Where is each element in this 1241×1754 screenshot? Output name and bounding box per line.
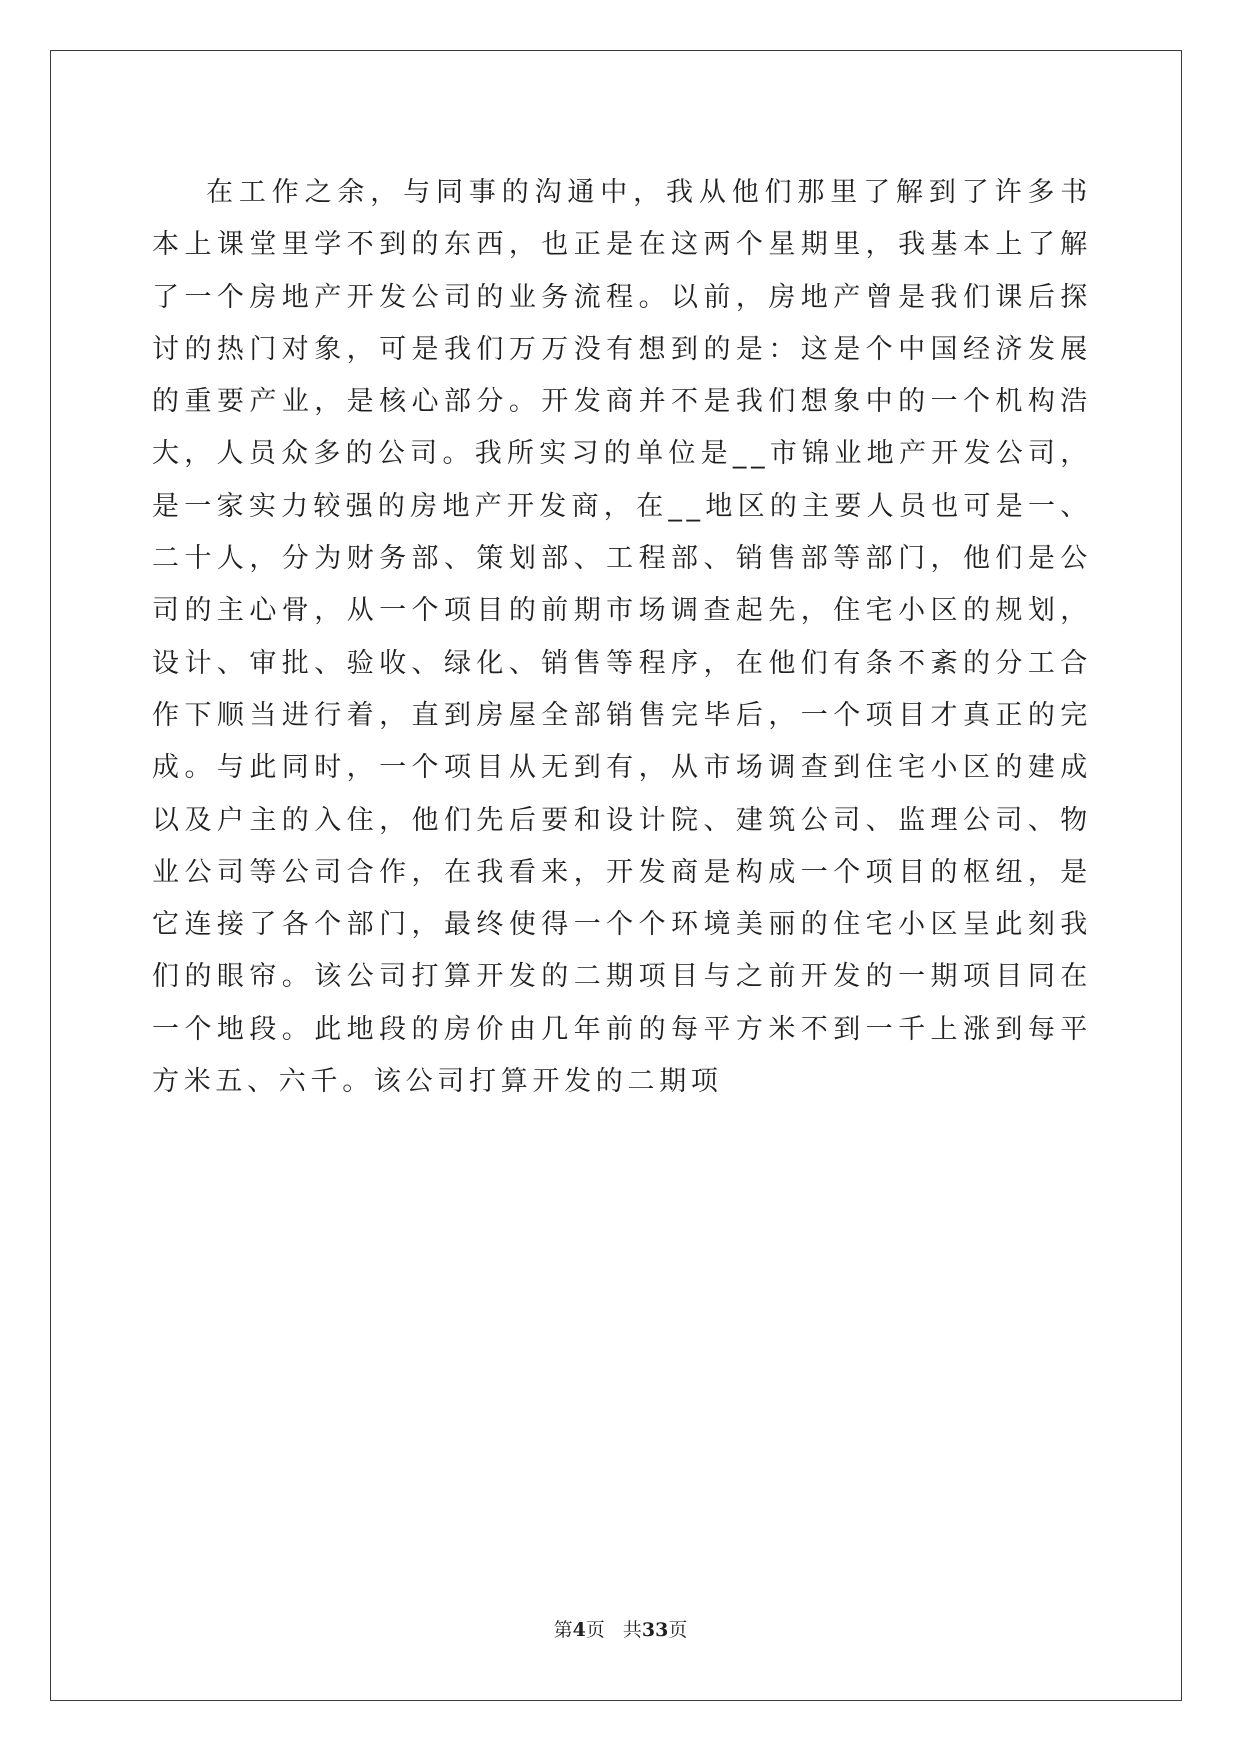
total-prefix: 共 xyxy=(622,1619,642,1641)
total-page-number: 33 xyxy=(641,1619,669,1641)
total-suffix: 页 xyxy=(668,1619,688,1641)
body-paragraph: 在工作之余，与同事的沟通中，我从他们那里了解到了许多书本上课堂里学不到的东西，也正是在这两个星期里，我基本上了解了一个房地产开发公司的业务流程。以前，房地产曾是我们课后探讨的热门对象，可是我们万万没有想到的是：这是个中国经济发展的重要产业，是核心部分。开发商并不是我们想象中的一个机构浩大，人员众多的公司。我所实习的单位是__市锦业地产开发公司，是一家实力较强的房地产开发商，在__地区的主要人员也可是一、二十人，分为财务部、策划部、工程部、销售部等部门，他们是公司的主心骨，从一个项目的前期市场调查起先，住宅小区的规划，设计、审批、验收、绿化、销售等程序，在他们有条不紊的分工合作下顺当进行着，直到房屋全部销售完毕后，一个项目才真正的完成。与此同时，一个项目从无到有，从市场调查到住宅小区的建成以及户主的入住，他们先后要和设计院、建筑公司、监理公司、物业公司等公司合作，在我看来，开发商是构成一个项目的枢纽，是它连接了各个部门，最终使得一个个环境美丽的住宅小区呈此刻我们的眼帘。该公司打算开发的二期项目与之前开发的一期项目同在一个地段。此地段的房价由几年前的每平方米不到一千上涨到每平方米五、六千。该公司打算开发的二期项 xyxy=(152,177,1092,1098)
page-footer xyxy=(0,1617,1241,1643)
page-suffix: 页 xyxy=(585,1619,605,1641)
page-prefix: 第 xyxy=(553,1619,573,1641)
current-page-number: 4 xyxy=(572,1619,586,1641)
